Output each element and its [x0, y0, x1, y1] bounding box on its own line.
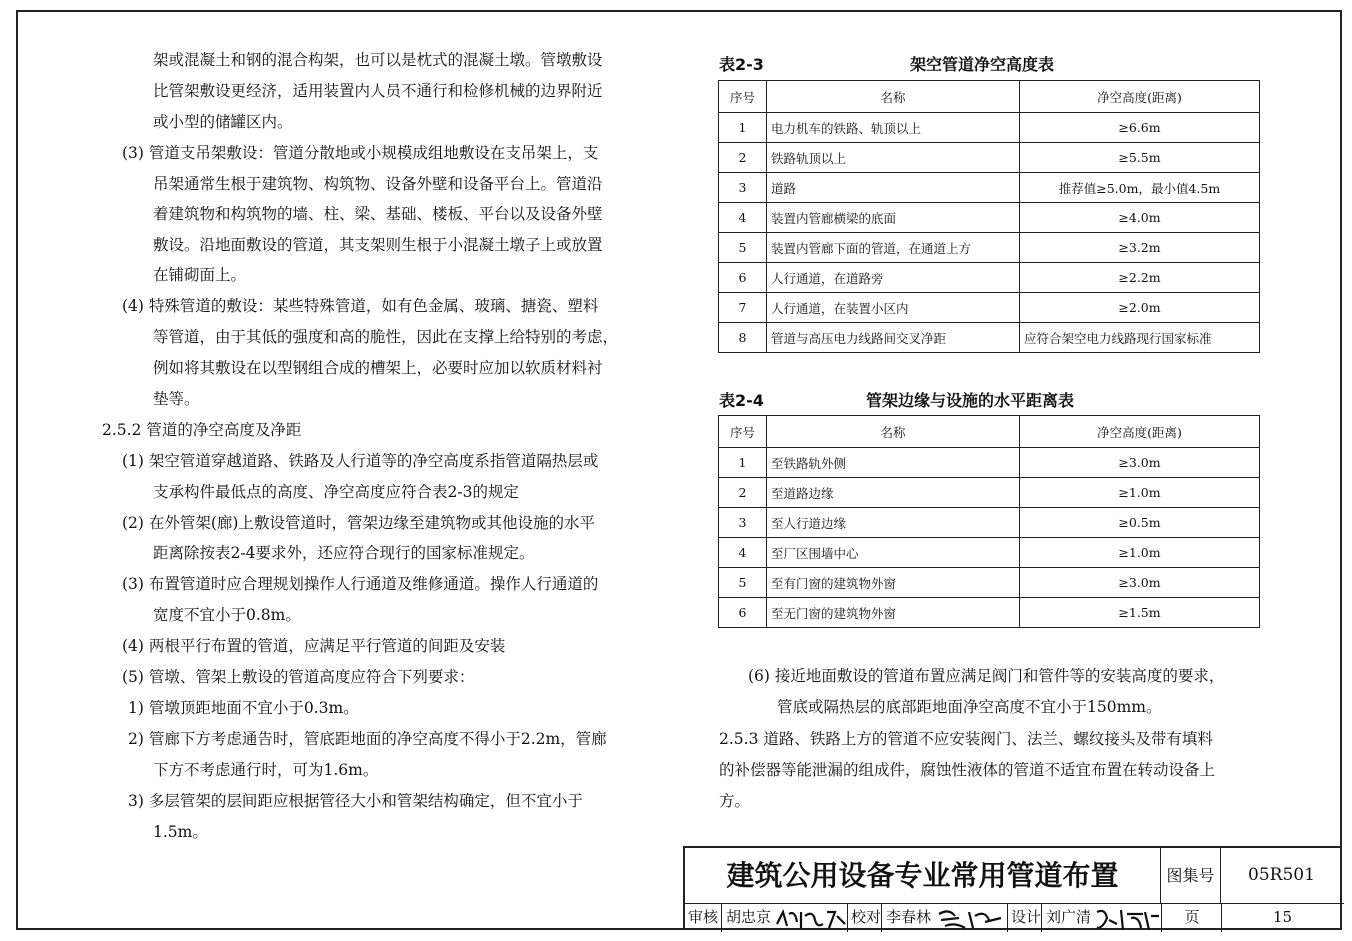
- text-line: 在铺砌面上。: [153, 266, 247, 284]
- table-row: [719, 173, 1260, 203]
- cell: 5: [719, 568, 767, 598]
- text-line: (6) 接近地面敷设的管道布置应满足阀门和管件等的安装高度的要求，: [748, 667, 1225, 685]
- cell: ≥1.5m: [1020, 598, 1260, 628]
- text-line: 着建筑物和构筑物的墙、柱、梁、基础、楼板、平台以及设备外壁: [153, 205, 603, 223]
- cell: 2: [719, 478, 767, 508]
- cell: ≥3.2m: [1020, 233, 1260, 263]
- reviewer-signature: [775, 906, 847, 930]
- cell: 人行通道，在装置小区内: [767, 293, 1020, 323]
- cell: ≥1.0m: [1020, 478, 1260, 508]
- text-line: 或小型的储罐区内。: [153, 113, 293, 131]
- review-label: 审核: [688, 908, 719, 926]
- cell: 3: [719, 173, 767, 203]
- cell: ≥2.0m: [1020, 293, 1260, 323]
- checker-signature: [935, 906, 1005, 930]
- table-title: 架空管道净空高度表: [910, 55, 1055, 74]
- signature-row: [685, 903, 1344, 932]
- text-line: 管底或隔热层的底部距地面净空高度不宜小于150mm。: [777, 698, 1162, 716]
- designer-name: 刘广清: [1041, 904, 1091, 932]
- drawing-title: 建筑公用设备专业常用管道布置: [685, 848, 1161, 903]
- cell: 管道与高压电力线路间交叉净距: [767, 323, 1020, 353]
- cell: ≥2.2m: [1020, 263, 1260, 293]
- table-row: [719, 203, 1260, 233]
- table-row: [719, 538, 1260, 568]
- text-line: 比管架敷设更经济，适用装置内人员不通行和检修机械的边界附近: [153, 82, 603, 100]
- text-line: 例如将其敷设在以型钢组合成的槽架上，必要时应加以软质材料衬: [153, 359, 603, 377]
- horizontal-distance-table: [718, 415, 1260, 628]
- table-row: [719, 263, 1260, 293]
- cell: 至道路边缘: [767, 478, 1020, 508]
- table-row: [719, 323, 1260, 353]
- text-line: 下方不考虑通行时，可为1.6m。: [153, 761, 379, 779]
- table-row: [719, 508, 1260, 538]
- text-line: 1.5m。: [153, 823, 208, 841]
- table-title: 管架边缘与设施的水平距离表: [866, 391, 1075, 410]
- table-number: 表2-3: [719, 55, 764, 74]
- text-line: 垫等。: [153, 390, 200, 408]
- header-cell: 净空高度(距离): [1020, 416, 1260, 448]
- title-block: [683, 846, 1342, 930]
- header-cell: 名称: [767, 81, 1020, 113]
- cell: 装置内管廊下面的管道，在通道上方: [767, 233, 1020, 263]
- header-cell: 序号: [719, 416, 767, 448]
- text-line: (5) 管墩、管架上敷设的管道高度应符合下列要求：: [122, 668, 475, 686]
- cell: 2: [719, 143, 767, 173]
- table-row: [719, 478, 1260, 508]
- cell: 至有门窗的建筑物外窗: [767, 568, 1020, 598]
- designer-signature: [1093, 906, 1163, 932]
- table-row: [719, 448, 1260, 478]
- cell: 人行通道，在道路旁: [767, 263, 1020, 293]
- table-header-row: [719, 81, 1260, 113]
- header-cell: 名称: [767, 416, 1020, 448]
- section-heading: 2.5.2 管道的净空高度及净距: [102, 421, 302, 439]
- text-line: 2) 管廊下方考虑通告时，管底距地面的净空高度不得小于2.2m，管廊: [128, 730, 607, 748]
- text-line: (3) 管道支吊架敷设：管道分散地或小规模成组地敷设在支吊架上，支: [122, 144, 599, 162]
- cell: ≥4.0m: [1020, 203, 1260, 233]
- table-row: [719, 568, 1260, 598]
- atlas-label: 图集号: [1161, 848, 1221, 903]
- text-line: (1) 架空管道穿越道路、铁路及人行道等的净空高度系指管道隔热层或: [122, 452, 599, 470]
- design-label: 设计: [1007, 904, 1041, 932]
- cell: ≥6.6m: [1020, 113, 1260, 143]
- text-line: 距离除按表2-4要求外，还应符合现行的国家标准规定。: [153, 544, 535, 562]
- cell: 5: [719, 233, 767, 263]
- cell: 推荐值≥5.0m，最小值4.5m: [1020, 173, 1260, 203]
- cell: 1: [719, 113, 767, 143]
- cell: 装置内管廊横梁的底面: [767, 203, 1020, 233]
- clearance-height-table: [718, 80, 1260, 353]
- text-line: 敷设。沿地面敷设的管道，其支架则生根于小混凝土墩子上或放置: [153, 236, 603, 254]
- cell: 应符合架空电力线路现行国家标准: [1020, 323, 1260, 353]
- cell: 至无门窗的建筑物外窗: [767, 598, 1020, 628]
- text-line: 3) 多层管架的层间距应根据管径大小和管架结构确定，但不宜小于: [128, 792, 583, 810]
- cell: 4: [719, 203, 767, 233]
- cell: 至人行道边缘: [767, 508, 1020, 538]
- page-number: 15: [1221, 904, 1343, 932]
- section-paragraph: 2.5.3 道路、铁路上方的管道不应安装阀门、法兰、螺纹接头及带有填料: [719, 730, 1213, 748]
- text-line: 吊架通常生根于建筑物、构筑物、设备外壁和设备平台上。管道沿: [153, 175, 603, 193]
- table-row: [719, 293, 1260, 323]
- table-row: [719, 143, 1260, 173]
- cell: 1: [719, 448, 767, 478]
- cell: 3: [719, 508, 767, 538]
- reviewer-name: 胡忠京: [721, 904, 771, 932]
- cell: 6: [719, 598, 767, 628]
- cell: ≥1.0m: [1020, 538, 1260, 568]
- cell: ≥3.0m: [1020, 448, 1260, 478]
- cell: ≥5.5m: [1020, 143, 1260, 173]
- cell: 8: [719, 323, 767, 353]
- cell: 至铁路轨外侧: [767, 448, 1020, 478]
- text-line: 宽度不宜小于0.8m。: [153, 606, 301, 624]
- text-line: (4) 两根平行布置的管道，应满足平行管道的间距及安装: [122, 637, 506, 655]
- cell: ≥0.5m: [1020, 508, 1260, 538]
- cell: 至厂区围墙中心: [767, 538, 1020, 568]
- text-line: 1) 管墩顶距地面不宜小于0.3m。: [128, 699, 359, 717]
- cell: 铁路轨顶以上: [767, 143, 1020, 173]
- table-header-row: [719, 416, 1260, 448]
- cell: 7: [719, 293, 767, 323]
- text-line: (4) 特殊管道的敷设：某些特殊管道，如有色金属、玻璃、搪瓷、塑料: [122, 297, 599, 315]
- header-cell: 序号: [719, 81, 767, 113]
- text-line: 等管道，由于其低的强度和高的脆性，因此在支撑上给特别的考虑，: [153, 328, 619, 346]
- cell: ≥3.0m: [1020, 568, 1260, 598]
- check-label: 校对: [847, 904, 881, 932]
- header-cell: 净空高度(距离): [1020, 81, 1260, 113]
- text-line: (2) 在外管架(廊)上敷设管道时，管架边缘至建筑物或其他设施的水平: [122, 514, 595, 532]
- cell: 道路: [767, 173, 1020, 203]
- cell: 6: [719, 263, 767, 293]
- table-row: [719, 233, 1260, 263]
- text-line: (3) 布置管道时应合理规划操作人行通道及维修通道。操作人行通道的: [122, 575, 599, 593]
- atlas-number: 05R501: [1248, 865, 1315, 885]
- cell: 4: [719, 538, 767, 568]
- page-label: 页: [1161, 904, 1222, 932]
- text-line: 支承构件最低点的高度、净空高度应符合表2-3的规定: [153, 483, 519, 501]
- table-row: [719, 598, 1260, 628]
- table-number: 表2-4: [719, 391, 764, 410]
- text-line: 的补偿器等能泄漏的组成件，腐蚀性液体的管道不适宜布置在转动设备上: [719, 761, 1216, 779]
- checker-name: 李春林: [881, 904, 931, 932]
- table-row: [719, 113, 1260, 143]
- text-line: 方。: [719, 792, 751, 810]
- cell: 电力机车的铁路、轨顶以上: [767, 113, 1020, 143]
- text-line: 架或混凝土和钢的混合构架，也可以是枕式的混凝土墩。管墩敷设: [153, 51, 603, 69]
